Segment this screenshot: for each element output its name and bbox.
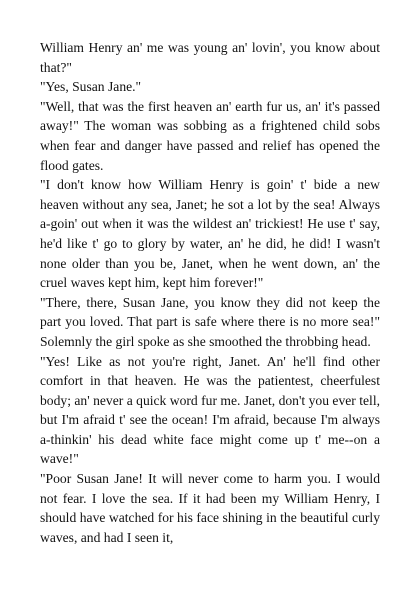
paragraph: "Well, that was the first heaven an' earth fur us, an' it's passed away!" The woman was sobbing as a frightened child sobs when fear and danger have passed and relief has opened the flood gates. <box>40 98 380 173</box>
paragraph: "Yes! Like as not you're right, Janet. An' he'll find other comfort in that heaven. He was the patientest, cheerfulest body; an' never a quick word fur me. Janet, don't you ever tell, but I'm afraid t' see the ocean! I'm afraid, because I'm always a-thinkin' his dead white face might come up t' me--on a wave!" <box>40 353 380 467</box>
paragraph: "Poor Susan Jane! It will never come to harm you. I would not fear. I love the sea. If it had been my William Henry, I should have watched for his face shining in the beautiful curly waves, and had I seen it, <box>40 471 380 545</box>
book-page-text <box>40 38 380 547</box>
paragraph: "I don't know how William Henry is goin' t' bide a new heaven without any sea, Janet; he sot a lot by the sea! Always a-goin' out when it was the wildest an' trickiest! He use t' say, he'd like t' go to glory by water, an' he did, he did! I wasn't none older than you be, Janet, when he went down, an' the cruel waves kept him, kept him forever!" <box>40 177 380 291</box>
paragraph: "There, there, Susan Jane, you know they did not keep the part you loved. That part is safe where there is no more sea!" Solemnly the girl spoke as she smoothed the throbbing head. <box>40 294 380 349</box>
paragraph: William Henry an' me was young an' lovin', you know about that?" <box>40 40 380 75</box>
paragraph: "Yes, Susan Jane." <box>40 79 142 95</box>
